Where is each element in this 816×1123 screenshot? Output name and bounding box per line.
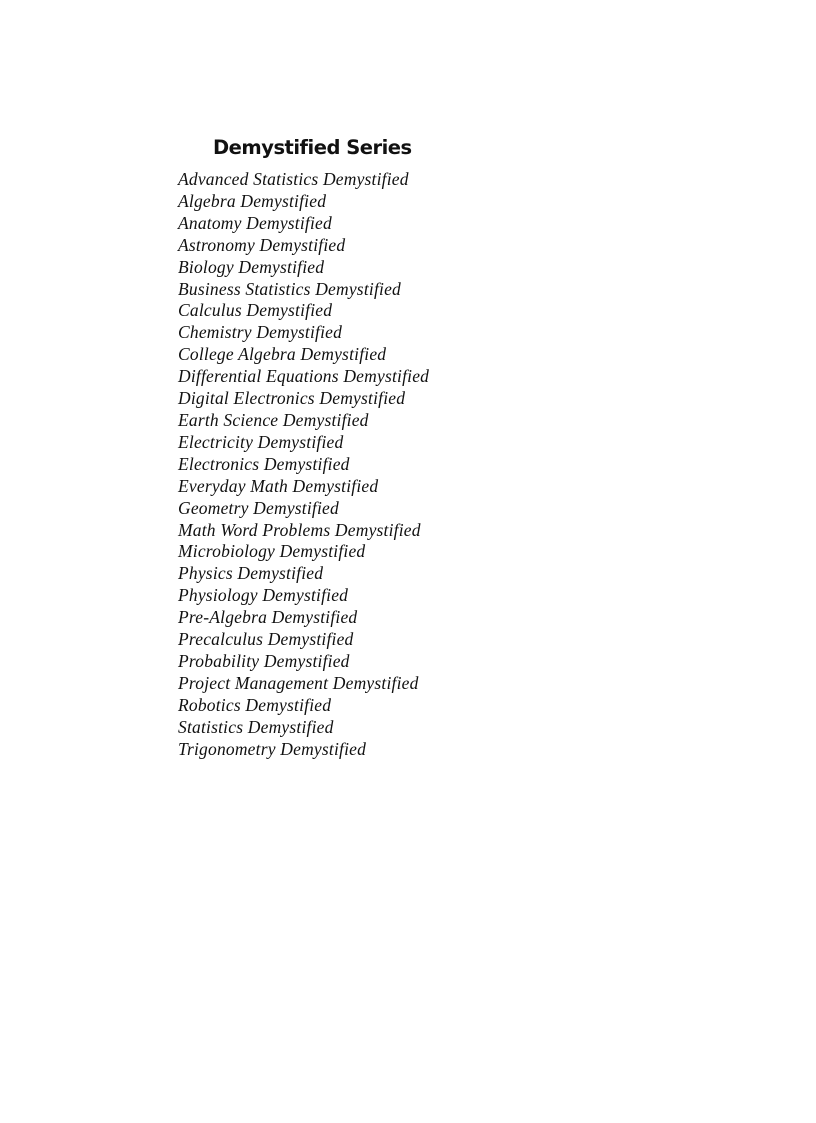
list-item: Statistics Demystified: [178, 716, 334, 737]
list-item: Digital Electronics Demystified: [178, 388, 406, 409]
list-item: Microbiology Demystified: [178, 541, 366, 562]
list-item: Trigonometry Demystified: [178, 738, 367, 759]
list-item: Anatomy Demystified: [178, 212, 332, 233]
list-item: Biology Demystified: [178, 256, 325, 277]
list-item: Physics Demystified: [178, 563, 324, 584]
list-item: Advanced Statistics Demystified: [178, 169, 409, 189]
list-item: Pre-Algebra Demystified: [178, 607, 358, 628]
list-item: Earth Science Demystified: [178, 409, 369, 430]
list-item: Probability Demystified: [178, 650, 350, 671]
list-item: Astronomy Demystified: [178, 234, 346, 255]
series-section: [178, 134, 578, 760]
list-item: Differential Equations Demystified: [178, 366, 430, 387]
list-item: Project Management Demystified: [178, 672, 419, 693]
list-item: Calculus Demystified: [178, 300, 333, 321]
list-item: Everyday Math Demystified: [178, 475, 379, 496]
series-heading: Demystified Series: [213, 136, 412, 159]
list-item: Electricity Demystified: [178, 431, 344, 452]
list-item: Precalculus Demystified: [178, 629, 354, 650]
list-item: Chemistry Demystified: [178, 322, 343, 343]
list-item: Electronics Demystified: [178, 453, 350, 474]
list-item: College Algebra Demystified: [178, 344, 387, 365]
series-title-list: [178, 169, 578, 760]
list-item: Algebra Demystified: [178, 190, 327, 211]
list-item: Math Word Problems Demystified: [178, 519, 421, 540]
list-item: Business Statistics Demystified: [178, 278, 401, 299]
list-item: Physiology Demystified: [178, 585, 349, 606]
list-item: Robotics Demystified: [178, 694, 332, 715]
list-item: Geometry Demystified: [178, 497, 339, 518]
